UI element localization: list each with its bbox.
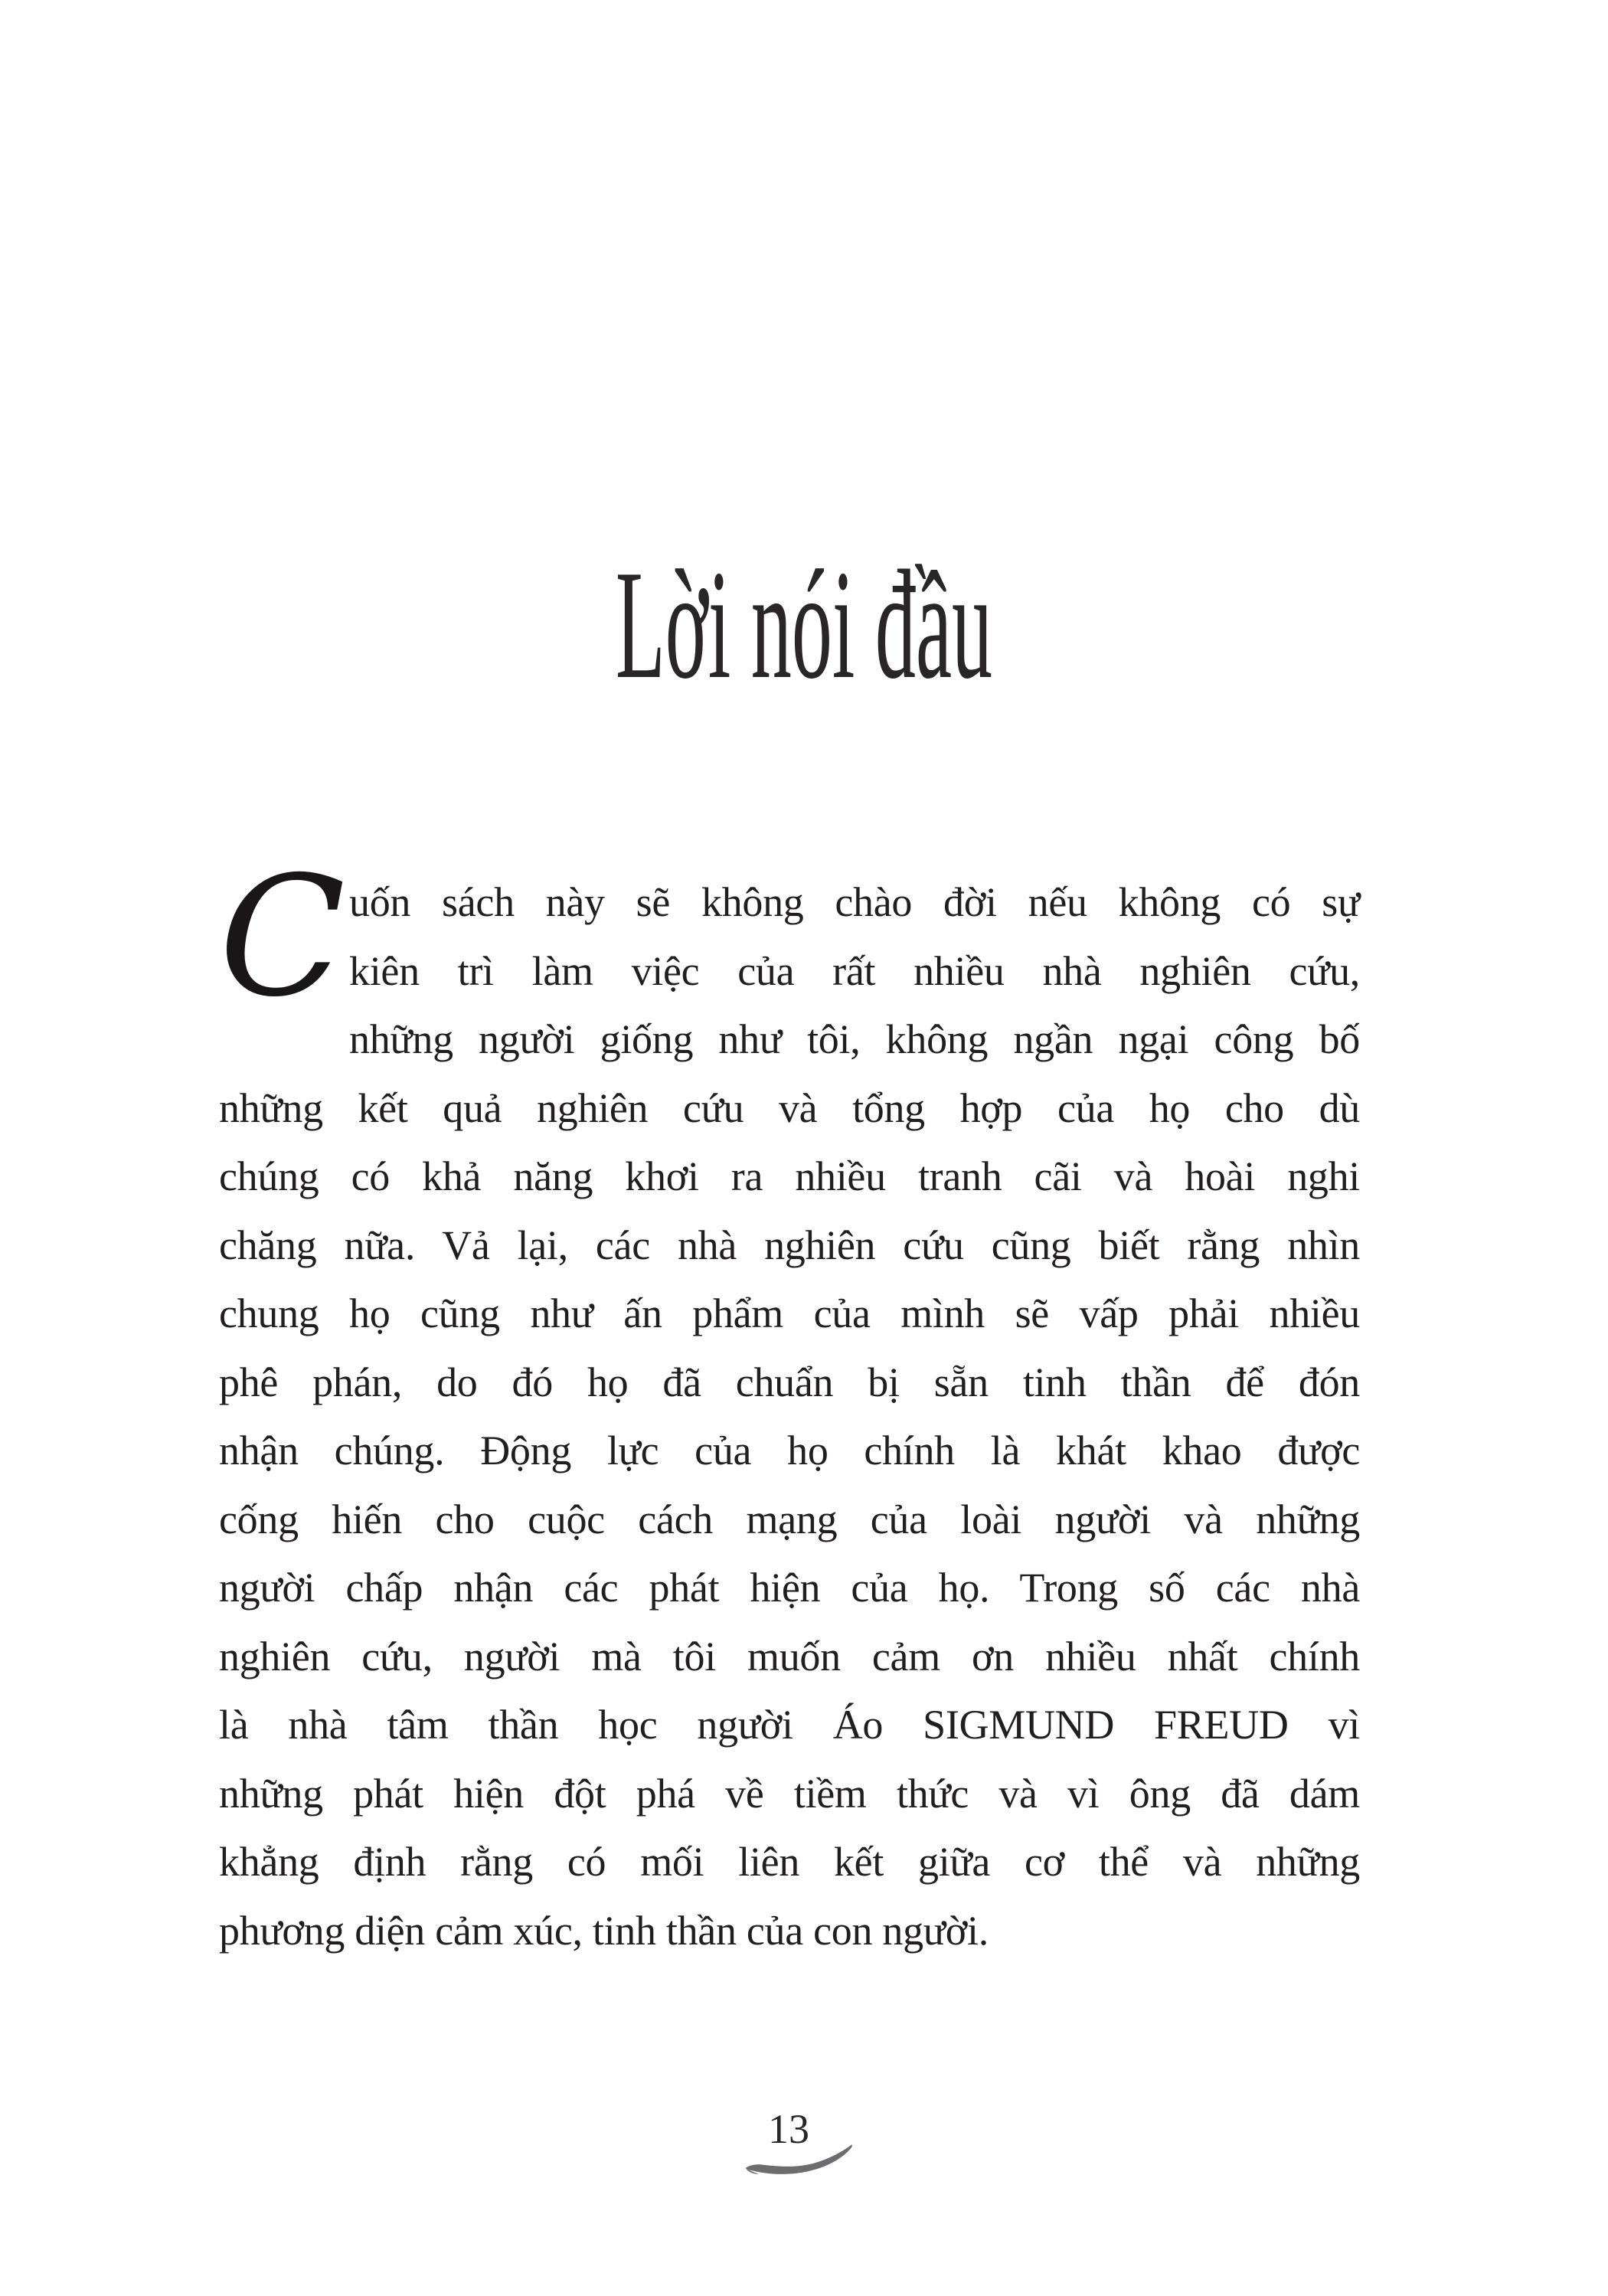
text-line: nhận chúng. Động lực của họ chính là khát khao được [219, 1428, 1360, 1473]
text-line: kiên trì làm việc của rất nhiều nhà nghiên cứu, [349, 947, 1360, 994]
text-line: uốn sách này sẽ không chào đời nếu không có sự [349, 879, 1360, 925]
folio [731, 2108, 846, 2177]
flourish-swash-icon [742, 2144, 857, 2177]
text-line: chăng nữa. Vả lại, các nhà nghiên cứu cũng biết rằng nhìn [219, 1222, 1360, 1268]
page-number: 13 [768, 2106, 809, 2152]
preface-paragraph [219, 841, 1360, 1965]
text-line: phương diện cảm xúc, tinh thần của con người. [219, 1907, 989, 1954]
chapter-title: Lời nói đầu [615, 538, 993, 711]
page-footer [0, 2108, 1608, 2177]
text-line: chúng có khả năng khơi ra nhiều tranh cãi và hoài nghi [219, 1153, 1360, 1199]
text-line: nghiên cứu, người mà tôi muốn cảm ơn nhiều nhất chính [219, 1633, 1360, 1679]
text-line: người chấp nhận các phát hiện của họ. Trong số các nhà [219, 1565, 1360, 1611]
text-line: cống hiến cho cuộc cách mạng của loài người và những [219, 1496, 1360, 1542]
text-line: những phát hiện đột phá về tiềm thức và vì ông đã dám [219, 1770, 1360, 1817]
text-line: những người giống như tôi, không ngần ngại công bố [349, 1016, 1360, 1062]
text-line: chung họ cũng như ấn phẩm của mình sẽ vấp phải nhiều [219, 1290, 1360, 1336]
text-line: những kết quả nghiên cứu và tổng hợp của họ cho dù [219, 1084, 1360, 1131]
drop-cap: C [219, 841, 346, 1033]
text-line: là nhà tâm thần học người Áo SIGMUND FREUD vì [219, 1702, 1360, 1748]
text-line: phê phán, do đó họ đã chuẩn bị sẵn tinh thần để đón [219, 1359, 1360, 1405]
text-line: khẳng định rằng có mối liên kết giữa cơ thể và những [219, 1839, 1360, 1885]
